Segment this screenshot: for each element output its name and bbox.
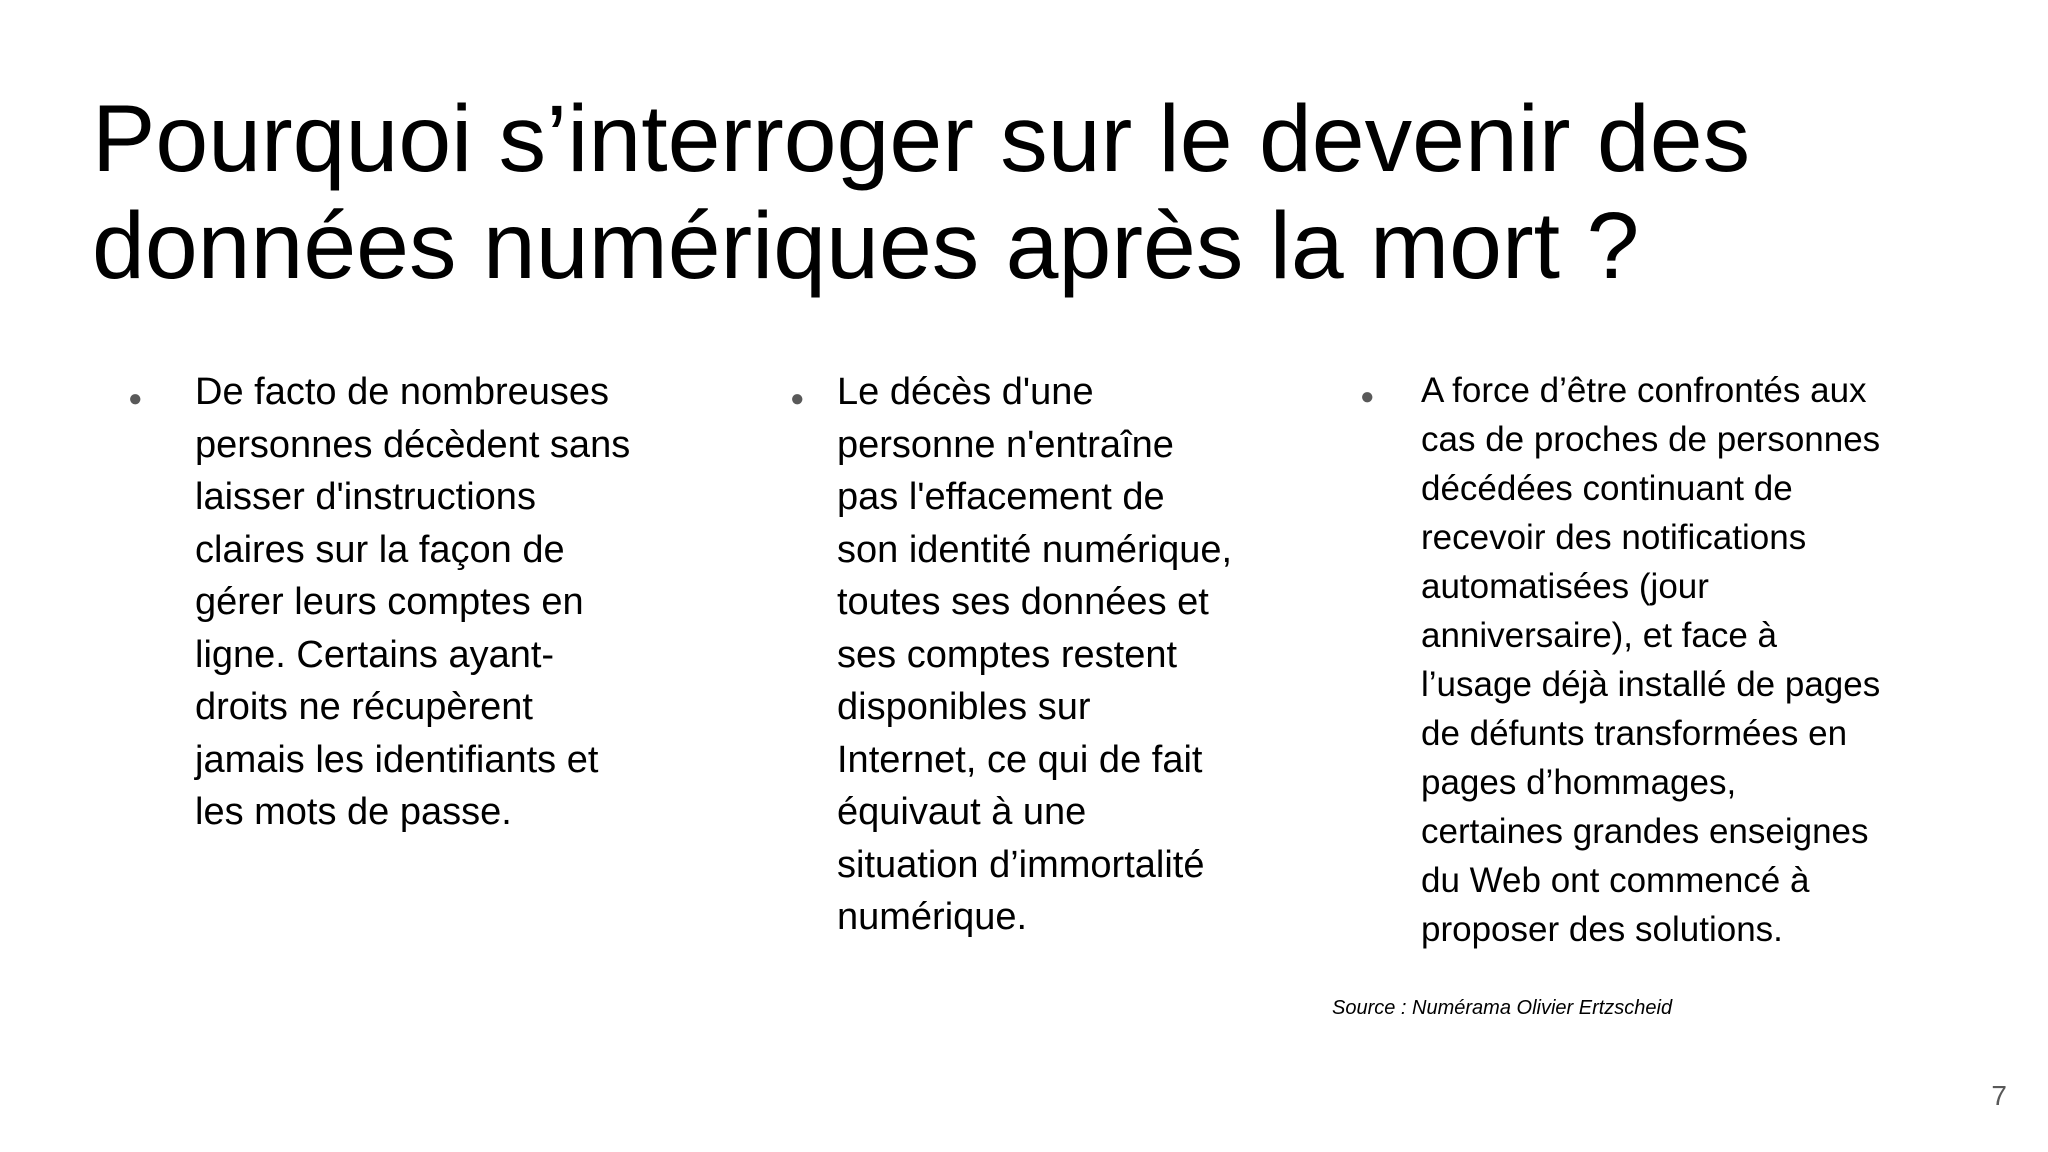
text-line: les mots de passe. (195, 791, 512, 833)
text-line: A force d’être confrontés aux (1421, 371, 1867, 410)
text-line: claires sur la façon de (195, 528, 565, 571)
text-line: gérer leurs comptes en (195, 581, 584, 623)
text-line: jamais les identifiants et (195, 738, 599, 781)
text-line: automatisées (jour (1421, 567, 1709, 606)
bullet-icon: ● (1360, 383, 1375, 410)
text-line: décédées continuant de (1421, 469, 1793, 508)
bullet-text (837, 366, 1232, 944)
text-line: du Web ont commencé à (1421, 861, 1810, 900)
slide-title-line: Pourquoi s’interroger sur le devenir des (92, 86, 1751, 192)
text-line: cas de proches de personnes (1421, 420, 1881, 459)
text-line: Internet, ce qui de fait (837, 738, 1203, 781)
page-number: 7 (1991, 1080, 2007, 1111)
text-line: personne n'entraîne (837, 423, 1174, 466)
text-line: l’usage déjà installé de pages (1421, 665, 1881, 704)
text-line: De facto de nombreuses (195, 371, 610, 413)
bullet-text (1421, 366, 1880, 954)
text-line: pas l'effacement de (837, 476, 1165, 518)
text-line: recevoir des notifications (1421, 518, 1807, 557)
text-line: numérique. (837, 896, 1028, 938)
text-line: Le décès d'une (837, 371, 1094, 413)
text-line: anniversaire), et face à (1421, 616, 1778, 655)
bullet-icon: ● (790, 385, 805, 412)
text-line: personnes décèdent sans (195, 423, 631, 466)
bullet-icon: ● (128, 385, 143, 412)
text-line: ses comptes restent (837, 633, 1178, 676)
slide-title (92, 86, 1972, 300)
source-citation: Source : Numérama Olivier Ertzscheid (1332, 997, 1673, 1019)
text-line: proposer des solutions. (1421, 910, 1783, 949)
bullet-text (195, 366, 630, 839)
text-line: toutes ses données et (837, 581, 1209, 623)
text-line: droits ne récupèrent (195, 686, 533, 728)
text-line: de défunts transformées en (1421, 714, 1848, 753)
text-line: certaines grandes enseignes (1421, 812, 1869, 851)
text-line: son identité numérique, (837, 528, 1233, 571)
slide-title-line: données numériques après la mort ? (92, 193, 1640, 299)
text-line: ligne. Certains ayant- (195, 633, 555, 676)
text-line: situation d’immortalité (837, 843, 1205, 886)
text-line: équivaut à une (837, 791, 1087, 833)
text-line: disponibles sur (837, 686, 1091, 728)
text-line: pages d’hommages, (1421, 763, 1737, 802)
text-line: laisser d'instructions (195, 476, 536, 518)
